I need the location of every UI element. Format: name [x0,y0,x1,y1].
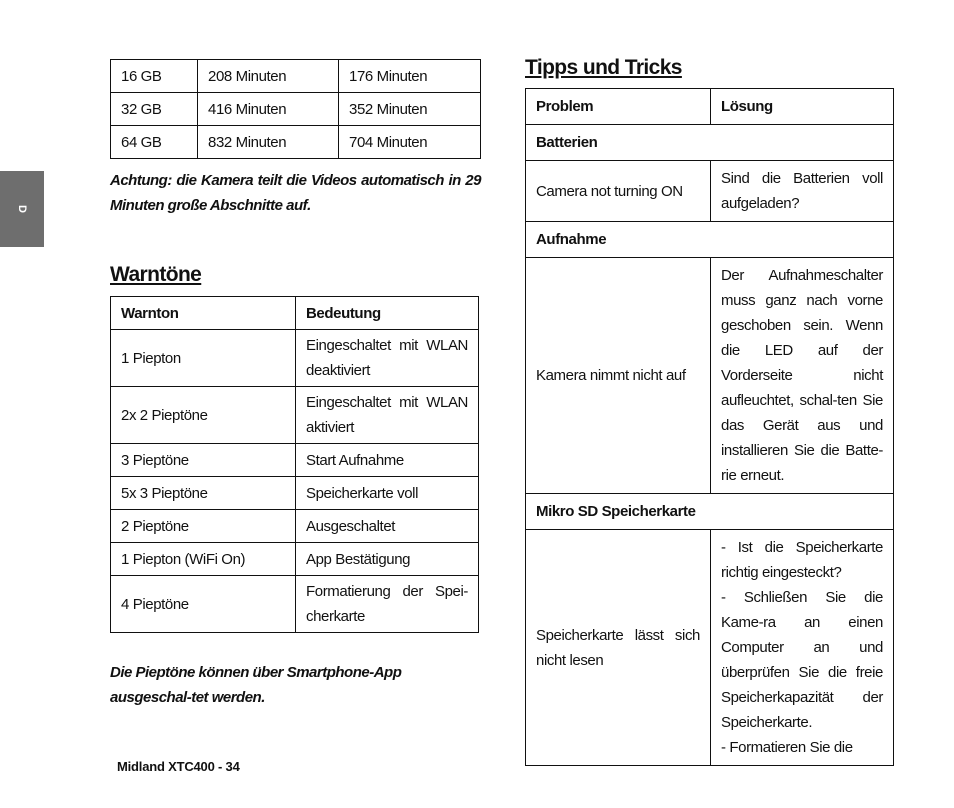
table-cell: 352 Minuten [339,93,481,126]
table-header-row [111,297,479,330]
section-title: Mikro SD Speicherkarte [526,494,894,530]
column-header: Problem [526,89,711,125]
section-row [526,494,894,530]
table-cell: 416 Minuten [198,93,339,126]
table-row [111,126,481,159]
problem-cell: Camera not turning ON [526,161,711,222]
table-cell: Speicherkarte voll [296,477,479,510]
problem-cell: Kamera nimmt nicht auf [526,258,711,494]
table-row [111,510,479,543]
table-row [111,60,481,93]
table-row [526,258,894,494]
table-cell: 832 Minuten [198,126,339,159]
table-cell: 5x 3 Pieptöne [111,477,296,510]
tips-heading: Tipps und Tricks [525,56,682,79]
table-cell: 2x 2 Pieptöne [111,387,296,444]
section-row [526,125,894,161]
table-cell: 176 Minuten [339,60,481,93]
table-row [111,543,479,576]
table-cell: 704 Minuten [339,126,481,159]
table-cell: 16 GB [111,60,198,93]
warning-tones-heading: Warntöne [110,263,202,286]
table-row [526,161,894,222]
solution-line: - Formatieren Sie die [721,739,853,756]
beep-note: Die Pieptöne können über Smartphone-App ausgeschal-tet werden. [110,664,402,706]
section-title: Batterien [526,125,894,161]
table-row [111,330,479,387]
table-cell: 1 Piepton [111,330,296,387]
table-row [111,387,479,444]
column-header: Warnton [111,297,296,330]
problem-cell: Speicherkarte lässt sich nicht lesen [526,530,711,766]
table-row [111,444,479,477]
table-cell: 4 Pieptöne [111,576,296,633]
column-header: Lösung [711,89,894,125]
section-row [526,222,894,258]
table-cell: 64 GB [111,126,198,159]
table-cell: Start Aufnahme [296,444,479,477]
storage-capacity-table [110,59,481,159]
warning-tones-table [110,296,479,633]
table-cell: 32 GB [111,93,198,126]
table-row [111,93,481,126]
page-footer: Midland XTC400 - 34 [117,759,240,774]
table-cell: 3 Pieptöne [111,444,296,477]
table-cell: Ausgeschaltet [296,510,479,543]
solution-cell: Sind die Batterien voll aufgeladen? [711,161,894,222]
table-row [111,576,479,633]
table-cell: 208 Minuten [198,60,339,93]
table-row [526,530,894,766]
video-split-note: Achtung: die Kamera teilt die Videos automatisch in 29 Minuten große Abschnitte auf. [110,172,481,214]
table-cell: App Bestätigung [296,543,479,576]
language-tab-label: D [15,205,28,213]
table-cell: 1 Piepton (WiFi On) [111,543,296,576]
table-cell: Eingeschaltet mit WLAN deaktiviert [296,330,479,387]
column-header: Bedeutung [296,297,479,330]
table-cell: 2 Pieptöne [111,510,296,543]
tips-table [525,88,894,766]
solution-line: - Schließen Sie die Kame-ra an einen Computer an und überprüfen Sie die freie Speicherkapazität der Speicherkarte. [721,589,883,731]
table-cell: Formatierung der Spei-cherkarte [296,576,479,633]
section-title: Aufnahme [526,222,894,258]
table-header-row [526,89,894,125]
solution-cell: Der Aufnahmeschalter muss ganz nach vorne geschoben sein. Wenn die LED auf der Vorderseite nicht aufleuchtet, schal-ten Sie das Gerät aus und installieren Sie die Batte-rie erneut. [711,258,894,494]
table-row [111,477,479,510]
table-cell: Eingeschaltet mit WLAN aktiviert [296,387,479,444]
solution-cell [711,530,894,766]
solution-line: - Ist die Speicherkarte richtig eingesteckt? [721,539,883,581]
language-tab [0,171,44,247]
